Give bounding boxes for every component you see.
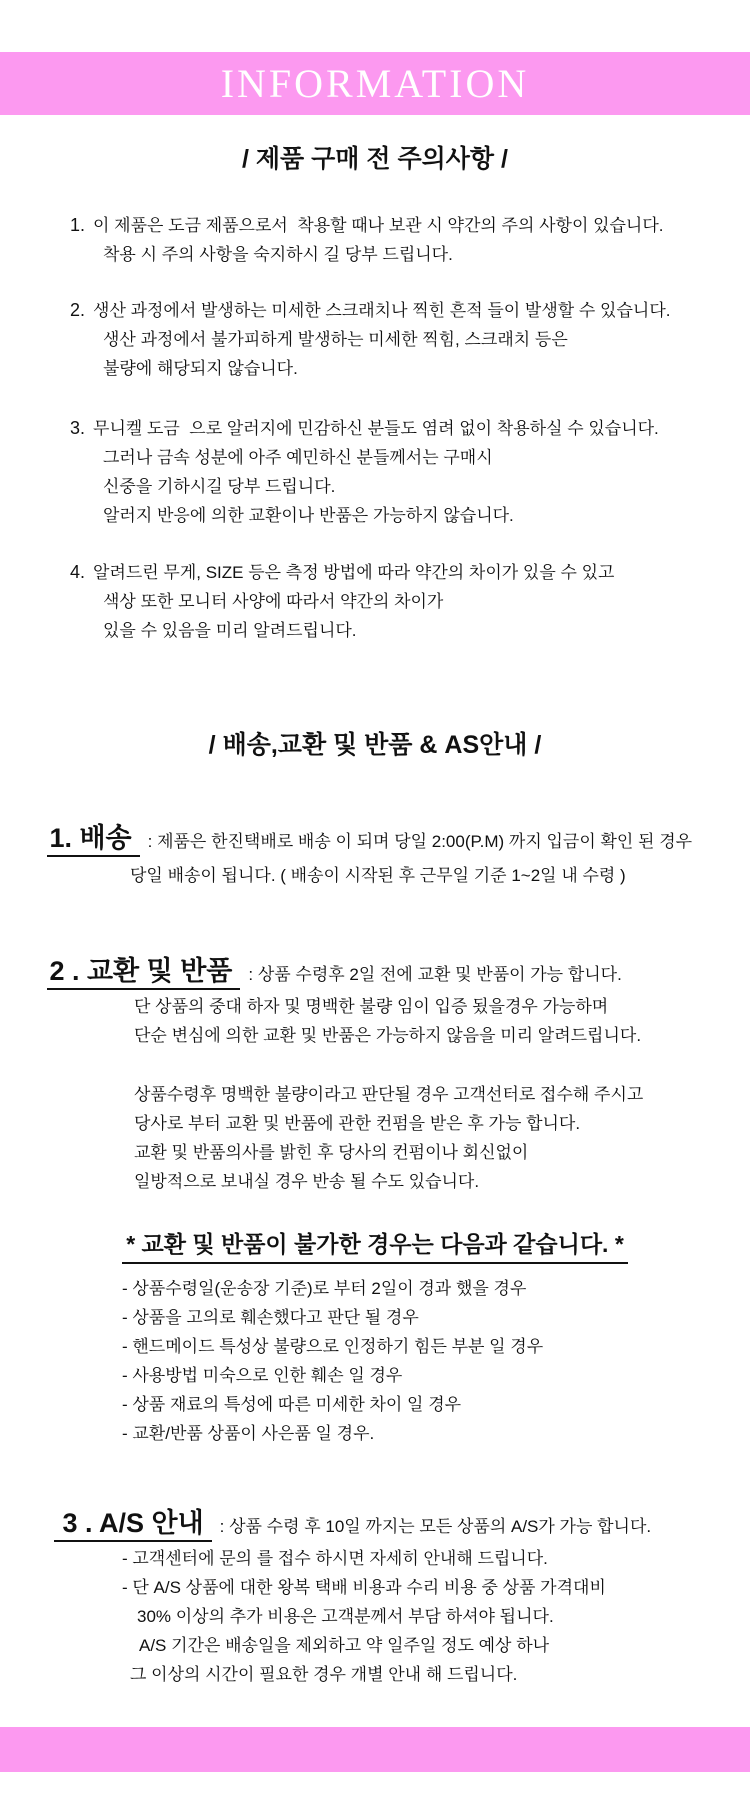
as-line-1: - 고객센터에 문의 를 접수 하시면 자세히 안내해 드립니다. [122,1549,548,1568]
no-return-heading: * 교환 및 반품이 불가한 경우는 다음과 같습니다. * [122,1226,628,1264]
exchange-para-line-3: 교환 및 반품의사를 밝힌 후 당사의 컨펌이나 회신없이 [134,1143,529,1162]
precaution-item-1-text: 이 제품은 도금 제품으로서 착용할 때나 보관 시 약간의 주의 사항이 있습니다. [93,216,664,235]
no-return-case-1: - 상품수령일(운송장 기준)로 부터 2일이 경과 했을 경우 [122,1279,527,1298]
precaution-item-2-line-1 [70,296,750,325]
no-return-heading-wrap [0,1226,750,1264]
precautions-heading: / 제품 구매 전 주의사항 / [242,145,508,173]
exchange-label: 2 . 교환 및 반품 [47,956,240,990]
exchange-para-line-2: 당사로 부터 교환 및 반품에 관한 컨펌을 받은 후 가능 합니다. [134,1114,581,1133]
exchange-paragraph [0,1080,750,1196]
exchange-line-2: 단 상품의 중대 하자 및 명백한 불량 임이 입증 됬을경우 가능하며 [134,997,609,1016]
as-line-5: 그 이상의 시간이 필요한 경우 개별 안내 해 드립니다. [130,1665,518,1684]
exchange-para-line-4: 일방적으로 보내실 경우 반송 될 수도 있습니다. [134,1172,480,1191]
information-banner [0,52,750,115]
precaution-item-1 [0,211,750,269]
no-return-case-3: - 핸드메이드 특성상 불량으로 인정하기 힘든 부분 일 경우 [122,1337,544,1356]
precaution-item-1-number: 1. [70,215,86,235]
exchange-para-line-1: 상품수령후 명백한 불량이라고 판단될 경우 고객선터로 접수해 주시고 [134,1085,644,1104]
as-label: 3 . A/S 안내 [54,1508,211,1542]
shipping-line-2: 당일 배송이 됩니다. ( 배송이 시작된 후 근무일 기준 1~2일 내 수령 ) [130,866,626,885]
shipping-row [0,789,750,859]
bottom-accent-bar [0,1727,750,1772]
precaution-item-4 [0,558,750,645]
precaution-item-1-line-2: 착용 시 주의 사항을 숙지하시 길 당부 드립니다. [103,245,453,264]
precaution-item-4-text: 알려드린 무게, SIZE 등은 측정 방법에 따라 약간의 차이가 있을 수 있고 [93,563,615,582]
precaution-item-4-line-2: 색상 또한 모니터 사양에 따라서 약간의 차이가 [103,592,444,611]
precaution-item-3 [0,414,750,530]
precaution-item-3-line-1 [70,414,750,443]
precaution-item-3-line-3: 신중을 기하시길 당부 드립니다. [103,477,336,496]
as-text: : 상품 수령 후 10일 까지는 모든 상품의 A/S가 가능 합니다. [219,1517,652,1536]
precaution-item-3-number: 3. [70,418,86,438]
precaution-item-2-number: 2. [70,300,86,320]
as-line-4: A/S 기간은 배송일을 제외하고 약 일주일 정도 예상 하나 [139,1636,550,1655]
no-return-case-5: - 상품 재료의 특성에 따른 미세한 차이 일 경우 [122,1395,462,1414]
no-return-case-2: - 상품을 고의로 훼손했다고 판단 될 경우 [122,1308,419,1327]
precaution-item-4-line-1 [70,558,750,587]
delivery-info-heading: / 배송,교환 및 반품 & AS안내 / [208,731,542,759]
bottom-whitespace [0,1772,750,1818]
precaution-item-3-line-2: 그러나 금속 성분에 아주 예민하신 분들께서는 구매시 [103,448,493,467]
precaution-item-3-text: 무니켈 도금 으로 알러지에 민감하신 분들도 염려 없이 착용하실 수 있습니다. [93,419,659,438]
shipping-label: 1. 배송 [47,823,139,857]
as-row [0,1474,750,1544]
no-return-cases [0,1274,750,1448]
precaution-item-2 [0,296,750,383]
precaution-item-4-line-3: 있을 수 있음을 미리 알려드립니다. [103,621,357,640]
no-return-case-6: - 교환/반품 상품이 사은품 일 경우. [122,1424,375,1443]
no-return-case-4: - 사용방법 미숙으로 인한 훼손 일 경우 [122,1366,403,1385]
as-line-3: 30% 이상의 추가 비용은 고객분께서 부담 하셔야 됩니다. [137,1607,554,1626]
precaution-item-2-line-2: 생산 과정에서 불가피하게 발생하는 미세한 찍힘, 스크래치 등은 [103,330,568,349]
precaution-item-2-line-3: 불량에 해당되지 않습니다. [103,359,298,378]
shipping-text: : 제품은 한진택배로 배송 이 되며 당일 2:00(P.M) 까지 입금이 확인 된 경우 [147,832,693,851]
exchange-text: : 상품 수령후 2일 전에 교환 및 반품이 가능 합니다. [248,965,622,984]
precautions-list [0,211,750,645]
precaution-item-1-line-1 [70,211,750,240]
exchange-line-3: 단순 변심에 의한 교환 및 반품은 가능하지 않음을 미리 알려드립니다. [134,1026,642,1045]
as-line-2: - 단 A/S 상품에 대한 왕복 택배 비용과 수리 비용 중 상품 가격대비 [122,1578,606,1597]
precaution-item-3-line-4: 알러지 반응에 의한 교환이나 반품은 가능하지 않습니다. [103,506,514,525]
banner-title: INFORMATION [220,61,530,106]
precaution-item-4-number: 4. [70,562,86,582]
exchange-row [0,922,750,992]
precaution-item-2-text: 생산 과정에서 발생하는 미세한 스크래치나 찍힌 흔적 들이 발생할 수 있습니다. [93,301,671,320]
